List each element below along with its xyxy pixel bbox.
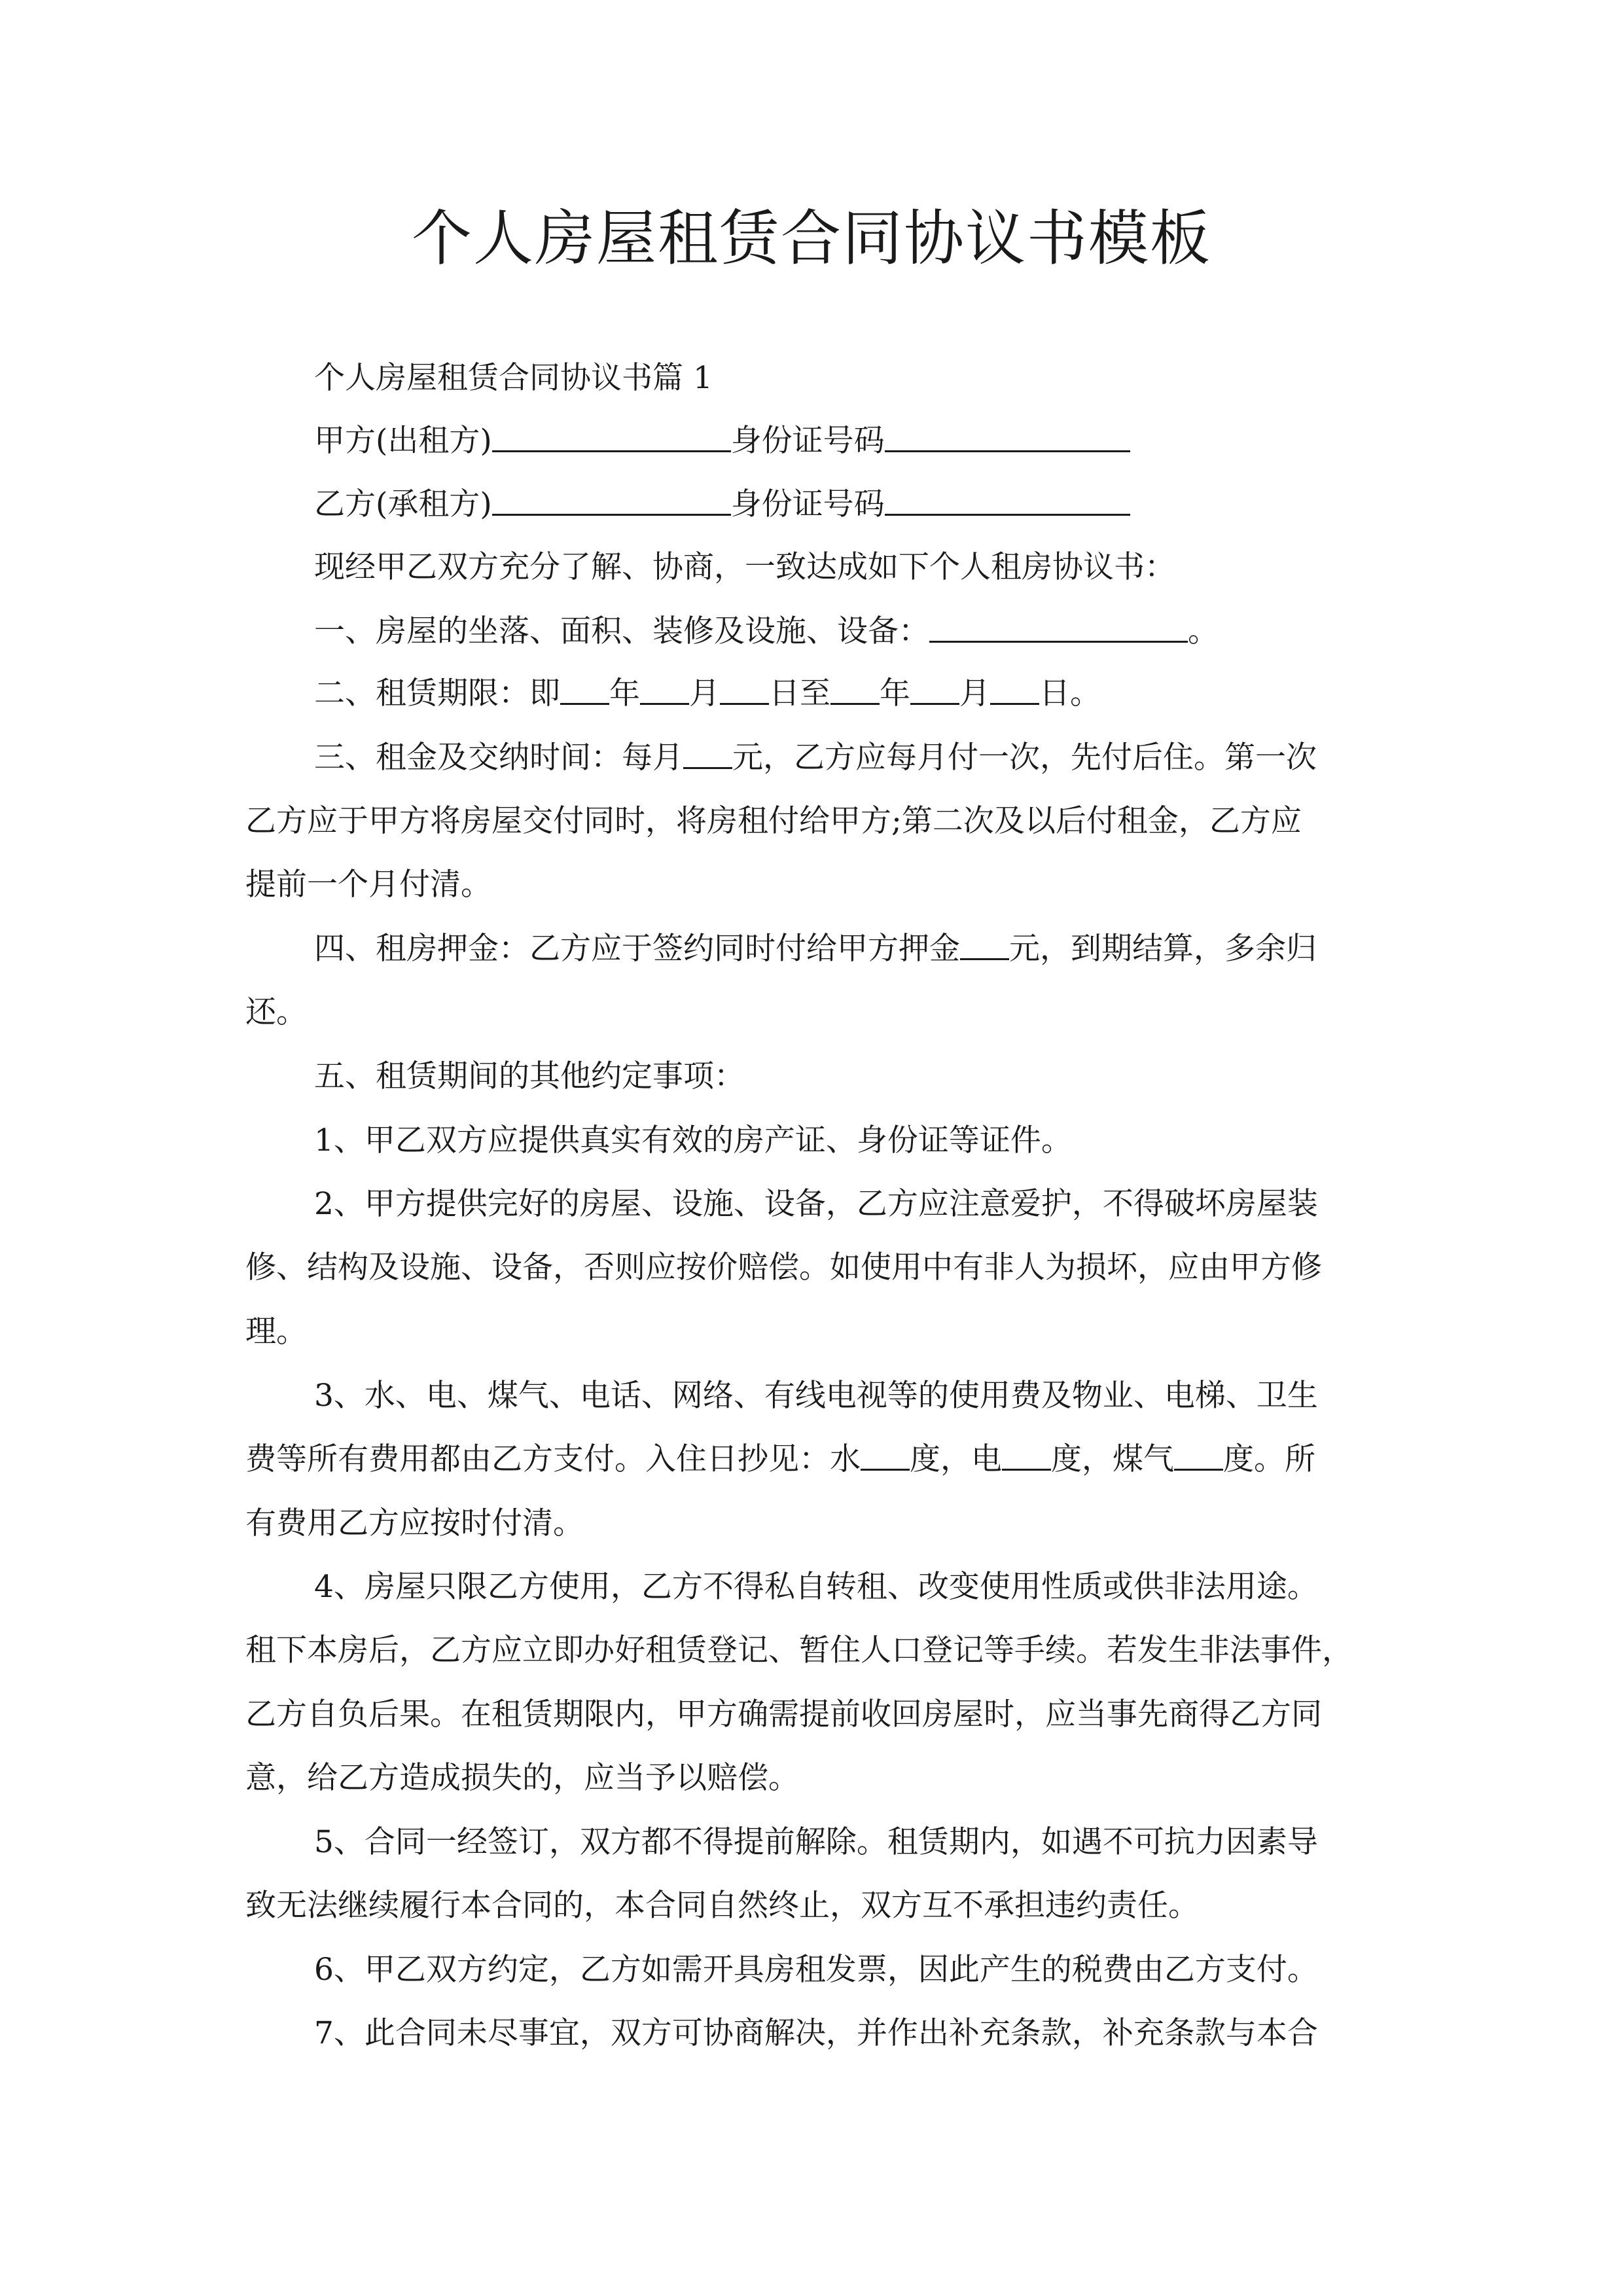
- item-3-line-3: 有费用乙方应按时付清。: [245, 1505, 584, 1541]
- clause-4-text: 四、租房押金：乙方应于签约同时付给甲方押金: [314, 931, 960, 967]
- clause-1: [314, 612, 1219, 651]
- item-5-line-2: 致无法继续履行本合同的，本合同自然终止，双方互不承担违约责任。: [245, 1888, 1199, 1924]
- clause-2: [314, 674, 1101, 713]
- clause-3-line-1: [314, 738, 1317, 778]
- clause-3-line-3: 提前一个月付清。: [245, 867, 491, 903]
- deposit-field[interactable]: [960, 929, 1009, 960]
- item-3-text: 度，电: [910, 1441, 1002, 1477]
- electricity-reading-field[interactable]: [1002, 1440, 1051, 1471]
- item-3-line-2: [245, 1440, 1315, 1479]
- item-3-line-1: 3、水、电、煤气、电话、网络、有线电视等的使用费及物业、电梯、卫生: [314, 1378, 1318, 1414]
- day-end-label: 日。: [1039, 675, 1101, 711]
- clause-4-line-2: 还。: [245, 994, 307, 1030]
- item-2-line-1: 2、甲方提供完好的房屋、设施、设备，乙方应注意爱护，不得破坏房屋装: [314, 1186, 1318, 1222]
- party-b-label: 乙方(承租方): [314, 486, 492, 522]
- start-year-field[interactable]: [560, 674, 609, 705]
- party-a-label: 甲方(出租方): [314, 423, 492, 459]
- item-3-text: 度。所: [1223, 1441, 1315, 1477]
- item-1: 1、甲乙双方应提供真实有效的房产证、身份证等证件。: [314, 1122, 1072, 1158]
- start-month-field[interactable]: [640, 674, 689, 705]
- clause-1-text: 一、房屋的坐落、面积、装修及设施、设备：: [314, 613, 929, 649]
- clause-3-text: 三、租金及交纳时间：每月: [314, 740, 683, 776]
- item-4-line-4: 意，给乙方造成损失的，应当予以赔偿。: [245, 1760, 799, 1796]
- item-4-line-2: 租下本房后，乙方应立即办好租赁登记、暂住人口登记等手续。若发生非法事件，: [245, 1632, 1353, 1668]
- party-a-id-label: 身份证号码: [730, 423, 885, 459]
- month-label: 月: [959, 675, 990, 711]
- party-a-id-field[interactable]: [885, 422, 1130, 452]
- gas-reading-field[interactable]: [1174, 1440, 1223, 1471]
- item-3-text: 度，煤气: [1051, 1441, 1174, 1477]
- document-title: 个人房屋租赁合同协议书模板: [411, 204, 1211, 274]
- clause-4-text: 元，到期结算，多余归: [1009, 931, 1317, 967]
- clause-1-end: 。: [1188, 613, 1219, 649]
- clause-3-line-2: 乙方应于甲方将房屋交付同时，将房租付给甲方;第二次及以后付租金，乙方应: [245, 803, 1302, 839]
- clause-3-text: 元，乙方应每月付一次，先付后住。第一次: [732, 740, 1317, 776]
- item-6: 6、甲乙双方约定，乙方如需开具房租发票，因此产生的税费由乙方支付。: [314, 1952, 1318, 1988]
- item-2-line-3: 理。: [245, 1314, 307, 1350]
- water-reading-field[interactable]: [861, 1440, 910, 1471]
- monthly-rent-field[interactable]: [683, 738, 732, 769]
- year-label: 年: [609, 675, 640, 711]
- start-day-field[interactable]: [720, 674, 769, 705]
- day-to-label: 日至: [769, 675, 830, 711]
- month-label: 月: [689, 675, 720, 711]
- clause-4-line-1: [314, 929, 1317, 969]
- end-year-field[interactable]: [830, 674, 880, 705]
- item-4-line-3: 乙方自负后果。在租赁期限内，甲方确需提前收回房屋时，应当事先商得乙方同: [245, 1696, 1322, 1732]
- item-4-line-1: 4、房屋只限乙方使用，乙方不得私自转租、改变使用性质或供非法用途。: [314, 1569, 1318, 1605]
- item-2-line-2: 修、结构及设施、设备，否则应按价赔偿。如使用中有非人为损坏，应由甲方修: [245, 1249, 1322, 1285]
- house-details-field[interactable]: [929, 612, 1188, 643]
- clause-2-text: 二、租赁期限：即: [314, 675, 560, 711]
- end-day-field[interactable]: [990, 674, 1039, 705]
- party-b-line: [314, 485, 1130, 524]
- item-7-line-1: 7、此合同未尽事宜，双方可协商解决，并作出补充条款，补充条款与本合: [314, 2015, 1318, 2051]
- subtitle: 个人房屋租赁合同协议书篇 1: [314, 360, 713, 396]
- party-a-name-field[interactable]: [492, 422, 731, 452]
- end-month-field[interactable]: [910, 674, 959, 705]
- party-b-id-label: 身份证号码: [730, 486, 885, 522]
- year-label: 年: [880, 675, 910, 711]
- party-b-id-field[interactable]: [885, 485, 1130, 516]
- clause-5-heading: 五、租赁期间的其他约定事项：: [314, 1058, 745, 1094]
- party-a-line: [314, 422, 1130, 461]
- intro-paragraph: 现经甲乙双方充分了解、协商，一致达成如下个人租房协议书：: [314, 549, 1175, 585]
- item-3-text: 费等所有费用都由乙方支付。入住日抄见：水: [245, 1441, 861, 1477]
- party-b-name-field[interactable]: [492, 485, 731, 516]
- item-5-line-1: 5、合同一经签订，双方都不得提前解除。租赁期内，如遇不可抗力因素导: [314, 1824, 1318, 1860]
